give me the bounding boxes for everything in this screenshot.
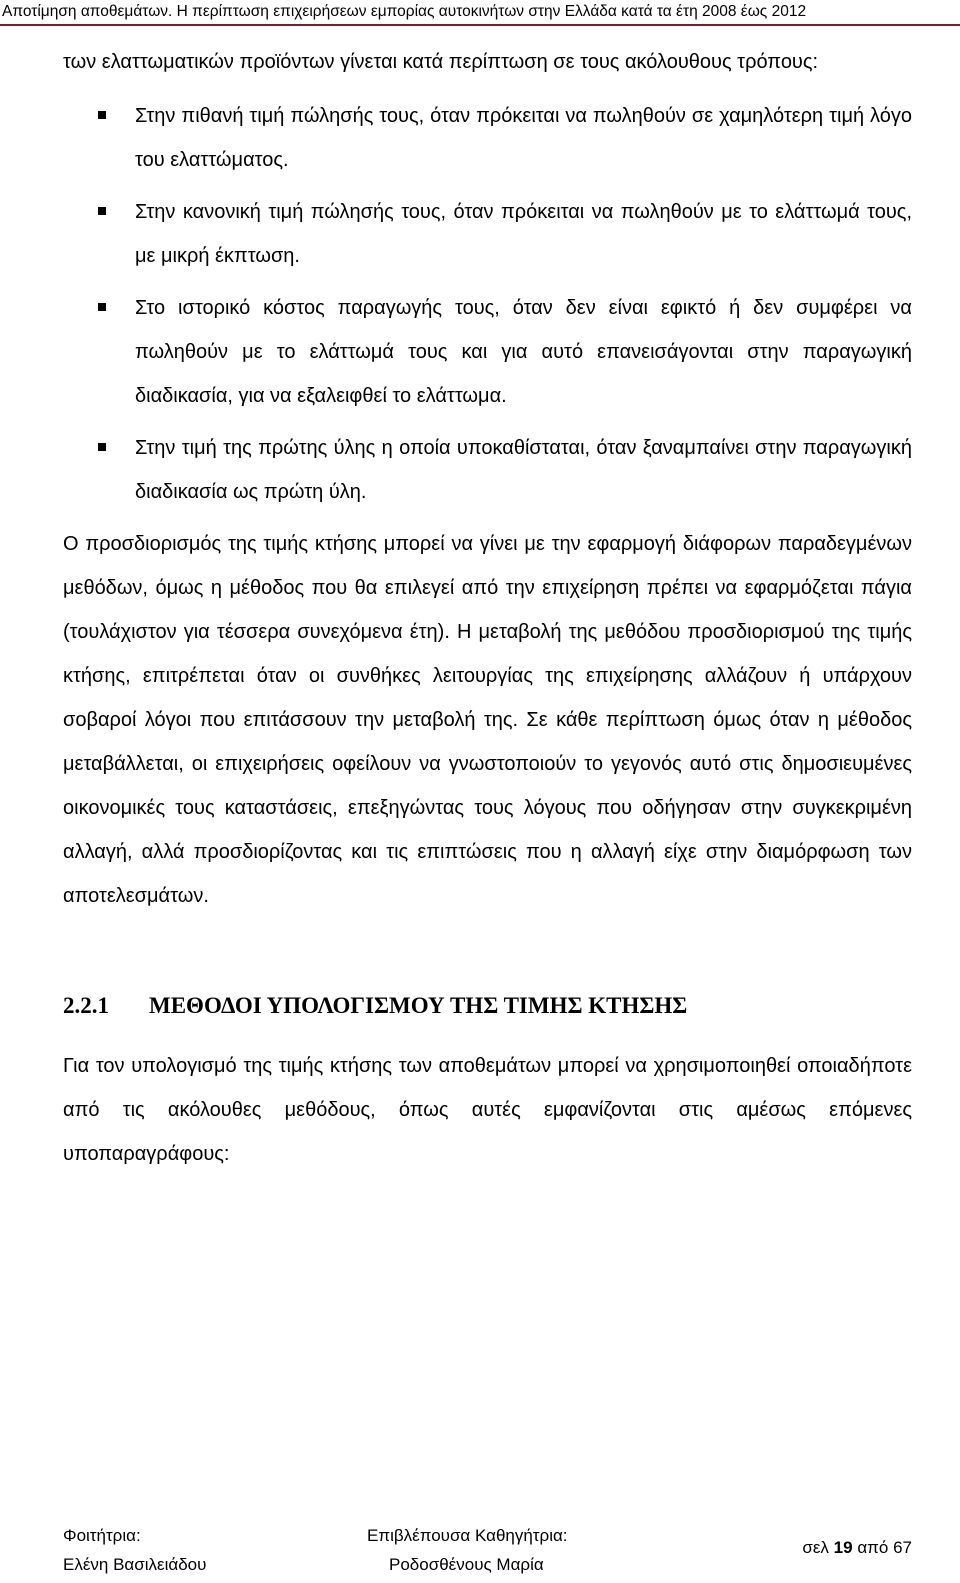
footer-supervisor — [367, 1521, 568, 1579]
page-footer — [63, 1521, 912, 1581]
section-number: 2.2.1 — [63, 993, 109, 1018]
list-item — [63, 190, 912, 278]
page-current: 19 — [833, 1538, 853, 1557]
supervisor-label: Επιβλέπουσα Καθηγήτρια: — [367, 1526, 568, 1545]
square-bullet-icon — [98, 303, 106, 311]
list-item — [63, 426, 912, 514]
list-item — [63, 94, 912, 182]
footer-student — [63, 1521, 206, 1579]
running-header-title: Αποτίμηση αποθεμάτων. Η περίπτωση επιχειρήσεων εμπορίας αυτοκινήτων στην Ελλάδα κατά τα έτη 2008 έως 2012 — [2, 3, 807, 20]
list-item-text: Στην κανονική τιμή πώλησής τους, όταν πρόκειται να πωληθούν με το ελάττωμά τους, με μικρή έκπτωση. — [135, 201, 912, 267]
square-bullet-icon — [98, 207, 106, 215]
supervisor-name: Ροδοσθένους Μαρία — [389, 1555, 544, 1574]
running-header — [0, 0, 960, 26]
method-paragraph: Ο προσδιορισμός της τιμής κτήσης μπορεί να γίνει με την εφαρμογή διάφορων παραδεγμένων μεθόδων, όμως η μέθοδος που θα επιλεγεί από την επιχείρηση πρέπει να εφαρμόζεται πάγια (τουλάχιστον για τέσσερα συνεχόμενα έτη). Η μεταβολή της μεθόδου προσδιορισμού της τιμής κτήσης, επιτρέπεται όταν οι συνθήκες λειτουργίας της επιχείρησης αλλάζουν ή υπάρχουν σοβαροί λόγοι που επιτάσσουν την μεταβολή της. Σε κάθε περίπτωση όμως όταν η μέθοδος μεταβάλλεται, οι επιχειρήσεις οφείλουν να γνωστοποιούν το γεγονός αυτό στις δημοσιευμένες οικονομικές τους καταστάσεις, επεξηγώντας τους λόγους που οδήγησαν στην συγκεκριμένη αλλαγή, αλλά προσδιορίζοντας και τις επιπτώσεις που η αλλαγή είχε στην διαμόρφωση των αποτελεσμάτων. — [63, 533, 912, 907]
section-title: ΜΕΘΟΔΟΙ ΥΠΟΛΟΓΙΣΜΟΥ ΤΗΣ ΤΙΜΗΣ ΚΤΗΣΗΣ — [149, 993, 688, 1018]
bullet-list — [63, 94, 912, 514]
page-number — [802, 1533, 912, 1562]
section-heading — [63, 984, 912, 1028]
page-content — [63, 40, 912, 1176]
intro-paragraph: των ελαττωματικών προϊόντων γίνεται κατά περίπτωση σε τους ακόλουθους τρόπους: — [63, 51, 819, 73]
list-item-text: Στην πιθανή τιμή πώλησής τους, όταν πρόκειται να πωληθούν σε χαμηλότερη τιμή λόγο του ελαττώματος. — [135, 105, 912, 171]
list-item — [63, 286, 912, 418]
page-total: 67 — [893, 1538, 912, 1557]
square-bullet-icon — [98, 111, 106, 119]
list-item-text: Στο ιστορικό κόστος παραγωγής τους, όταν δεν είναι εφικτό ή δεν συμφέρει να πωληθούν με το ελάττωμά τους και για αυτό επανεισάγονται στην παραγωγική διαδικασία, για να εξαλειφθεί το ελάττωμα. — [135, 297, 912, 407]
list-item-text: Στην τιμή της πρώτης ύλης η οποία υποκαθίσταται, όταν ξαναμπαίνει στην παραγωγική διαδικασία ως πρώτη ύλη. — [135, 437, 912, 503]
student-label: Φοιτήτρια: — [63, 1526, 141, 1545]
student-name: Ελένη Βασιλειάδου — [63, 1555, 207, 1574]
page-middle: από — [857, 1538, 889, 1557]
square-bullet-icon — [98, 443, 106, 451]
section-paragraph: Για τον υπολογισμό της τιμής κτήσης των αποθεμάτων μπορεί να χρησιμοποιηθεί οποιαδήποτε από τις ακόλουθες μεθόδους, όπως αυτές εμφανίζονται στις αμέσως επόμενες υποπαραγράφους: — [63, 1055, 912, 1165]
page-prefix: σελ — [802, 1538, 829, 1557]
